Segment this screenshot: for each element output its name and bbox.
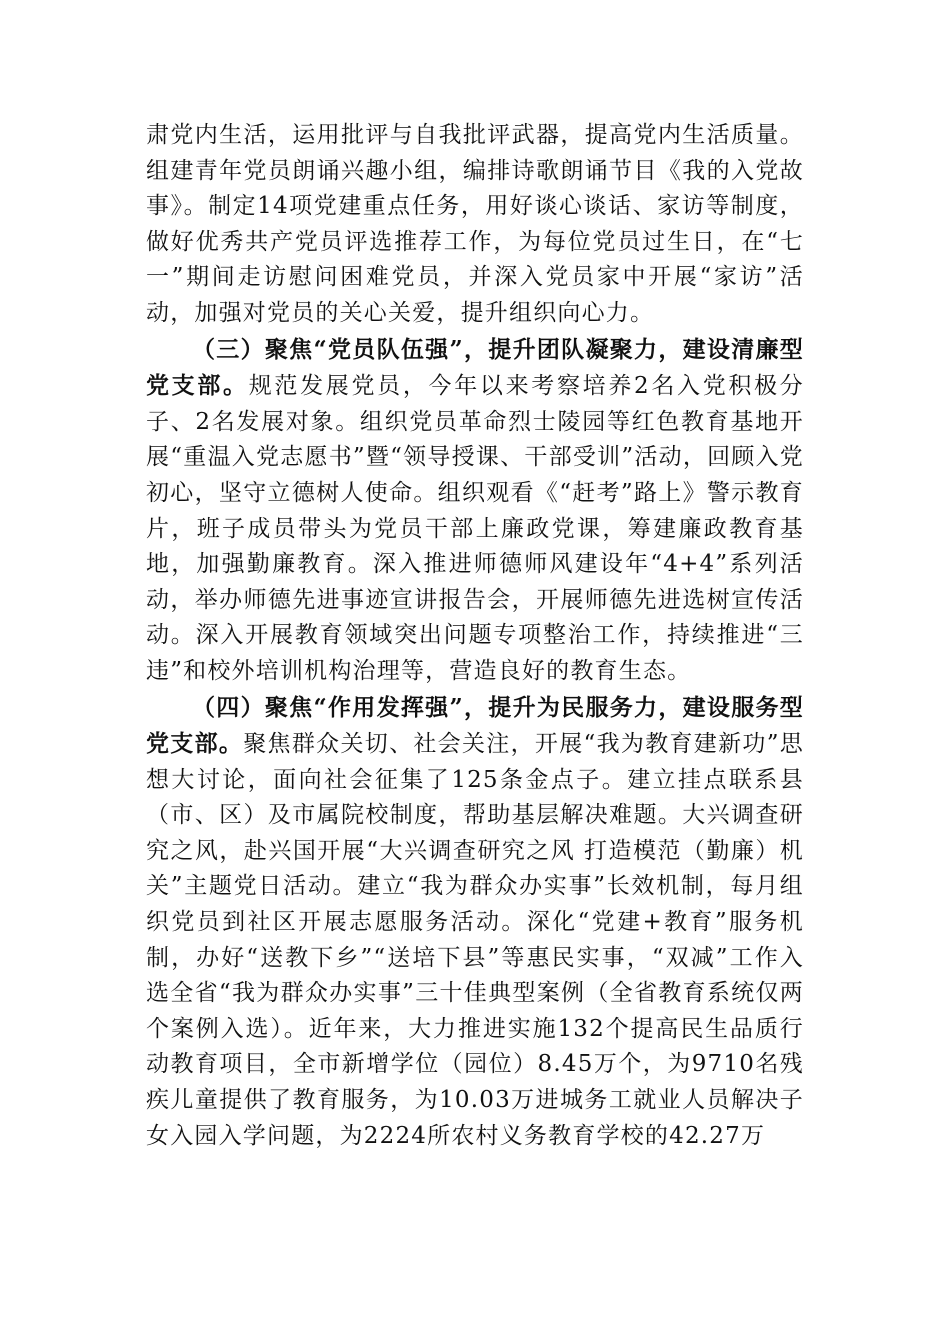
paragraph-continuation (146, 118, 804, 332)
paragraph-section-four (146, 690, 804, 1155)
section-heading-four: （四）聚焦“作用发挥强”，提升为民服务力，建设服务型党支部。 (146, 693, 804, 758)
paragraph-text: 规范发展党员，今年以来考察培养2名入党积极分子、2名发展对象。组织党员革命烈士陵园等红色教育基地开展“重温入党志愿书”暨“领导授课、干部受训”活动，回顾入党初心，坚守立德树人使命。组织观看《“赶考”路上》警示教育片，班子成员带头为党员干部上廉政党课，筹建廉政教育基地，加强勤廉教育。深入推进师德师风建设年“4+4”系列活动，举办师德先进事迹宣讲报告会，开展师德先进选树宣传活动。深入开展教育领域突出问题专项整治工作，持续推进“三违”和校外培训机构治理等，营造良好的教育生态。 (146, 373, 804, 684)
document-page (146, 118, 804, 1154)
paragraph-text: 聚焦群众关切、社会关注，开展“我为教育建新功”思想大讨论，面向社会征集了125条金点子。建立挂点联系县（市、区）及市属院校制度，帮助基层解决难题。大兴调查研究之风，赴兴国开展“大兴调查研究之风 打造模范（勤廉）机关”主题党日活动。建立“我为群众办实事”长效机制，每月组织党员到社区开展志愿服务活动。深化“党建+教育”服务机制，办好“送教下乡”“送培下县”等惠民实事，“双减”工作入选全省“我为群众办实事”三十佳典型案例（全省教育系统仅两个案例入选）。近年来，大力推进实施132个提高民生品质行动教育项目，全市新增学位（园位）8.45万个，为9710名残疾儿童提供了教育服务，为10.03万进城务工就业人员解决子女入园入学问题，为2224所农村义务教育学校的42.27万 (146, 731, 804, 1149)
paragraph-text: 肃党内生活，运用批评与自我批评武器，提高党内生活质量。组建青年党员朗诵兴趣小组，编排诗歌朗诵节目《我的入党故事》。制定14项党建重点任务，用好谈心谈话、家访等制度，做好优秀共产党员评选推荐工作，为每位党员过生日，在“七一”期间走访慰问困难党员，并深入党员家中开展“家访”活动，加强对党员的关心关爱，提升组织向心力。 (146, 122, 804, 326)
section-heading-three: （三）聚焦“党员队伍强”，提升团队凝聚力，建设清廉型党支部。 (146, 335, 804, 400)
paragraph-section-three (146, 332, 804, 690)
